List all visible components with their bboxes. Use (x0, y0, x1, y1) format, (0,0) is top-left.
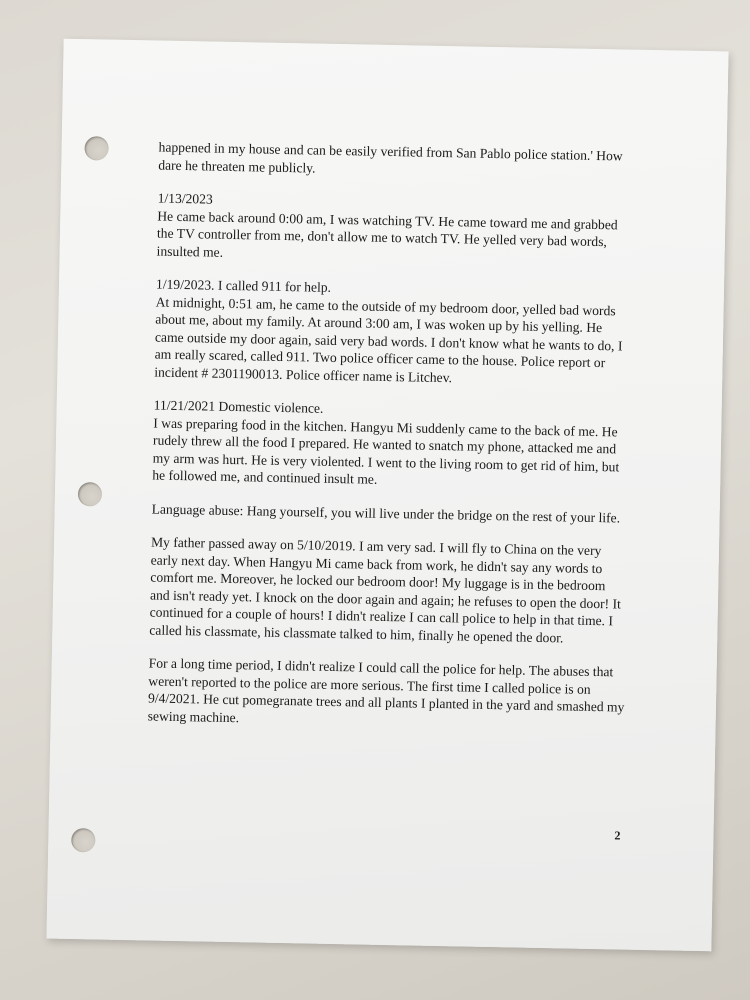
punch-hole (78, 482, 102, 506)
paragraph (156, 190, 635, 269)
paragraph-text: My father passed away on 5/10/2019. I am very sad. I will fly to China on the very early next day. When Hangyu Mi came back from work, he didn't say any words to comfort me. Moreover, he locked our bedroom door! My luggage is in the bedroom and isn't ready yet. I knock on the door again and again; he refuses to open the door! It continued for a couple of hours! I didn't realize I can call police to help in that time. I called his classmate, his classmate talked to him, finally he opened the door. (149, 534, 622, 645)
punch-hole (71, 828, 95, 852)
entry-date-heading: 1/19/2023. I called 911 for help. (155, 276, 332, 295)
paragraph (152, 500, 630, 527)
punch-hole (84, 136, 108, 160)
paragraph (149, 533, 629, 647)
paragraph (158, 139, 637, 183)
paragraph-text: He came back around 0:00 am, I was watching TV. He came toward me and grabbed the TV controller from me, don't allow me to watch TV. He yelled very bad words, insulted me. (156, 208, 618, 260)
paragraph-text: I was preparing food in the kitchen. Hangyu Mi suddenly came to the back of me. He rudely threw all the food I prepared. He wanted to snatch my phone, attacked me and my arm was hurt. He is very violented. I went to the living room to get rid of him, but he followed me, and continued insult me. (152, 414, 620, 487)
paragraph (148, 654, 627, 733)
paragraph (154, 276, 634, 390)
entry-date-heading: 1/13/2023 (157, 190, 213, 207)
paper-sheet (46, 39, 728, 952)
paragraph-text: Language abuse: Hang yourself, you will live under the bridge on the rest of your life. (151, 500, 621, 525)
page-number: 2 (614, 828, 621, 843)
entry-date-heading: 11/21/2021 Domestic violence. (153, 397, 324, 416)
paragraph-text: At midnight, 0:51 am, he came to the outside of my bedroom door, yelled bad words about me, about my family. At around 3:00 am, I was woken up by his yelling. He came outside my door again, said very bad words. I don't know what he wants to do, I am really scared, called 911. Two police officer came to the house. Police report or incident # 2301190013. Police officer name is Litchev. (154, 294, 623, 385)
paragraph-text: For a long time period, I didn't realize I could call the police for help. The abuses that weren't reported to the police are more serious. The first time I called police is on 9/4/2021. He cut pomegranate trees and all plants I planted in the yard and smashed my sewing machine. (147, 655, 625, 725)
document-body (147, 139, 636, 750)
paragraph-text: happened in my house and can be easily verified from San Pablo police station.' How dare he threaten me publicly. (158, 139, 623, 176)
paragraph (152, 396, 632, 493)
